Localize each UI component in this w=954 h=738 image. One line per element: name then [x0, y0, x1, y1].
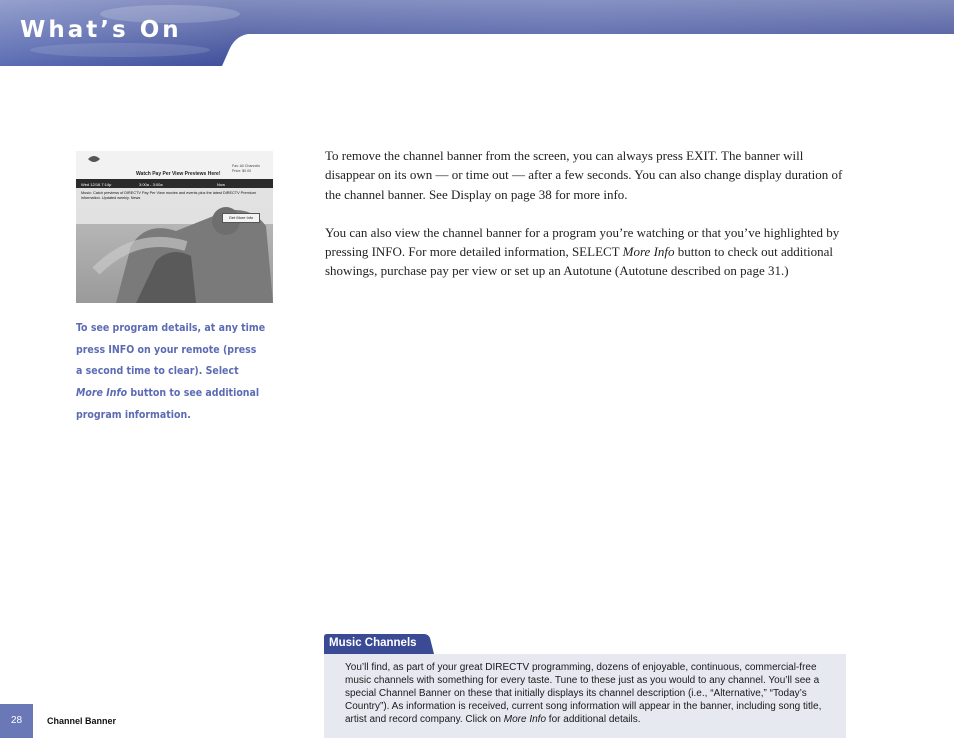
paragraph-part: You can also view the channel banner for a program you’re watching or that you’ve highlighted by pressing INFO. For more detailed information, SELECT [325, 224, 840, 260]
caption-line: program information. [76, 408, 191, 421]
screenshot-status: Now [217, 182, 226, 187]
music-channels-box [324, 654, 846, 738]
caption-line: a second time to clear). Select [76, 365, 239, 378]
music-channels-tab [324, 634, 434, 654]
screenshot-description: Music: Catch previews of DIRECTV Pay Per View movies and events plus the latest DIRECTV Premium information. Updated weekly. News [81, 191, 256, 200]
channel-banner-screenshot [76, 151, 273, 303]
screenshot-date-time: Wed 12/16 7:14p [81, 182, 112, 187]
screenshot-more-info-button: Get More Info [222, 213, 260, 223]
more-info-term: More Info [503, 714, 547, 725]
tab-label: Music Channels [329, 637, 417, 649]
page-header [0, 0, 954, 66]
main-text [325, 146, 847, 300]
paragraph-part: button to check out additional showings, purchase pay per view or set up an Autotune (Autotune described on page 31.) [325, 244, 834, 279]
box-text-part: You’ll find, as part of your great DIRECTV programming, dozens of enjoyable, continuous, commercial-free music channels with something for every taste. Tune to these just as you would to any channel. You’ll see a special Channel Banner on these that initially displays its channel description (i.e., “Alternative,” “Today’s Country”). As information is received, current song information will appear in the banner, including song title, artist and record company. Click on [345, 662, 822, 725]
screenshot-right-text: Fav: All Channels Price: $0.00 [232, 164, 260, 173]
box-text-part: for additional details. [546, 714, 641, 725]
screenshot-program-title: Watch Pay Per View Previews Here! [136, 171, 221, 177]
caption-line-rest: button to see additional [127, 387, 260, 400]
caption-line: To see program details, at any time [76, 322, 266, 334]
screenshot-info-row [79, 180, 269, 188]
page-number: 28 [0, 704, 33, 738]
page-title: What’s On [20, 17, 182, 43]
paragraph: To remove the channel banner from the screen, you can always press EXIT. The banner will disappear on its own — or time out — after a few seconds. You can also change display duration of the channel banner. See Display on page 38 for more info. [325, 148, 843, 202]
paragraph [325, 223, 847, 281]
music-channels-text [345, 661, 835, 726]
screenshot-time-range: 3:00a - 3:00a [139, 182, 163, 187]
caption-more-info: More Info [76, 387, 128, 400]
more-info-term: More Info [622, 244, 675, 260]
caption-line [76, 383, 276, 405]
section-label: Channel Banner [47, 716, 117, 726]
caption-line: press INFO on your remote (press [76, 343, 257, 356]
photo-caption [76, 318, 276, 427]
